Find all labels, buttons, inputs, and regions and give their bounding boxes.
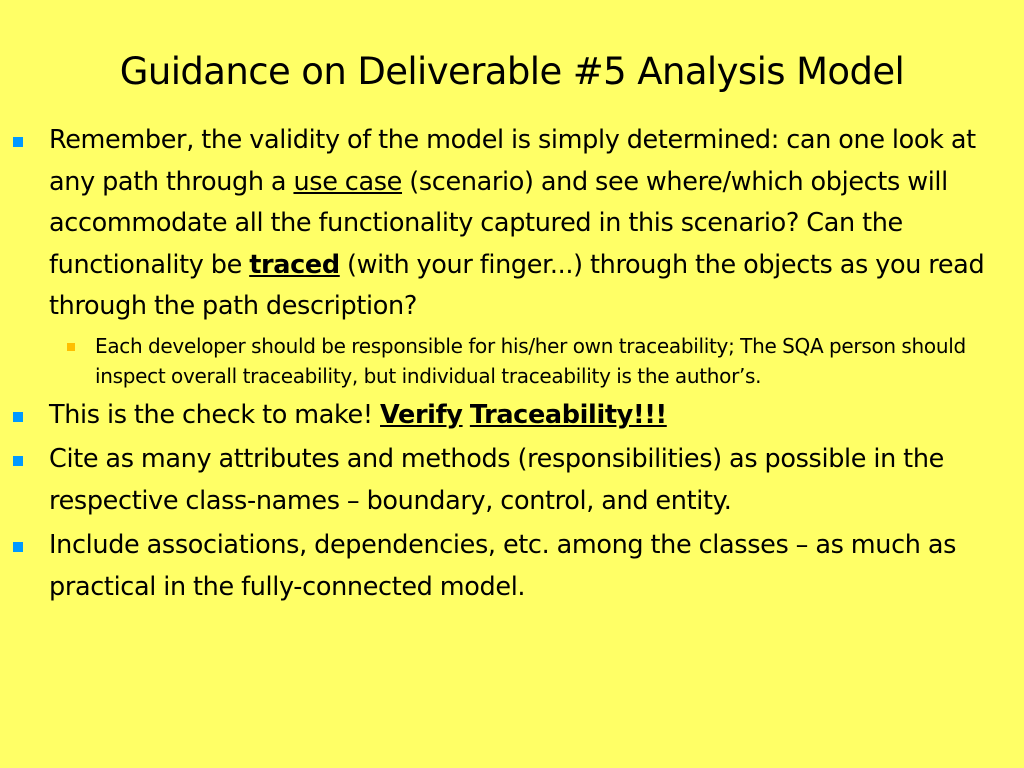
bullet-validity	[0, 120, 1024, 328]
bullet-text: (scenario) and see where/which objects will accommodate all the functionality captured in this scenario? Can the functionality be	[49, 166, 948, 280]
square-bullet-icon	[67, 343, 75, 351]
bullet-text: (with your finger...) through the objects as you read through the path description?	[49, 249, 985, 321]
slide-body	[0, 120, 1024, 608]
slide-title: Guidance on Deliverable #5 Analysis Model	[119, 50, 905, 93]
verify-term: Verify	[380, 399, 463, 430]
bullet-check	[0, 395, 1024, 437]
sub-bullet-developer	[0, 331, 1024, 391]
use-case-term: use case	[293, 166, 403, 197]
traced-term: traced	[249, 249, 340, 280]
bullet-text: This is the check to make!	[49, 399, 381, 430]
square-bullet-icon	[13, 137, 23, 147]
square-bullet-icon	[13, 542, 23, 552]
bullet-text: Remember, the validity of the model is simply determined: can one look at any path through a	[49, 125, 976, 197]
bullet-cite	[0, 439, 1024, 522]
sub-bullet-text: Each developer should be responsible for his/her own traceability; The SQA person should inspect overall traceability, but individual traceability is the author’s.	[95, 333, 966, 388]
bullet-associations	[0, 525, 1024, 608]
traceability-term: Traceability!!!	[469, 399, 667, 430]
bullet-text: Include associations, dependencies, etc. among the classes – as much as practical in the fully-connected model.	[49, 530, 957, 602]
square-bullet-icon	[13, 412, 23, 422]
square-bullet-icon	[13, 456, 23, 466]
bullet-text: Cite as many attributes and methods (responsibilities) as possible in the respective class-names – boundary, control, and entity.	[49, 444, 944, 516]
